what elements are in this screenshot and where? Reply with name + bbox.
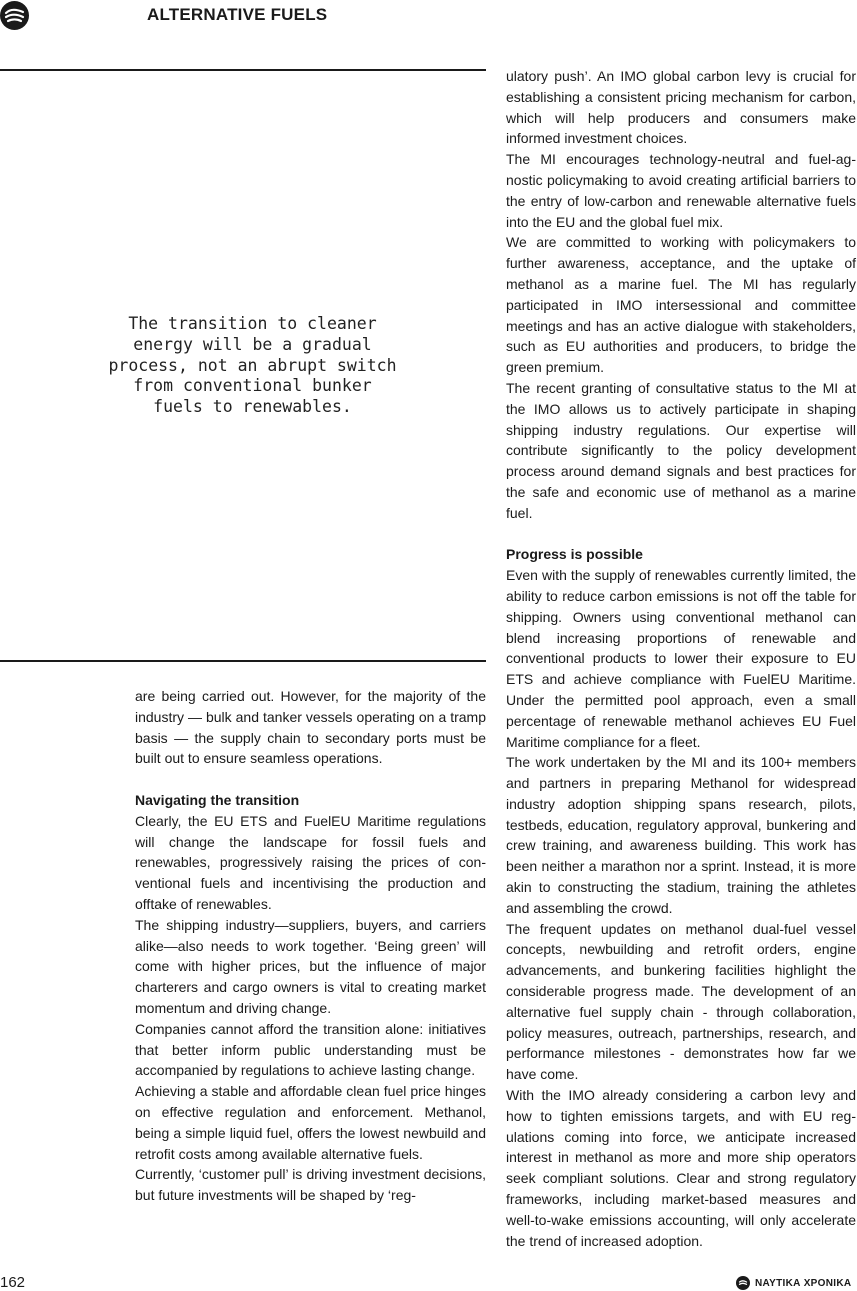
wave-logo-small-icon: [736, 1276, 750, 1290]
right-paragraph: The frequent updates on methanol dual-fuel vessel concepts, newbuilding and retrofit orders, engine advancements, and bunkering facilities highlight the considerable progress made. The development of an alternative fuel supply chain - through collaboration, policy measures, outreach, partnerships, research, and performance milestones - demonstrates how far we have come.: [506, 920, 856, 1083]
wave-logo-icon: [0, 1, 29, 30]
publication-logo: [736, 1275, 851, 1291]
right-paragraph: With the IMO already considering a carbon levy and how to tighten emissions targets, and with EU regulations coming into force, we anticipate increased interest in methanol as more and more ship operators seek compliant solutions. Clear and strong regulatory frameworks, including market-based measures and well-to-wake emissions accounting, will only accelerate the trend of increased adoption.: [506, 1087, 856, 1249]
right-paragraph: The MI encourages technology-neutral and fuel-agnostic policymaking to avoid creating artificial barriers to the entry of low-carbon and renewable alternative fuels into the EU and the global fuel mix.: [506, 151, 856, 230]
right-paragraph: Even with the supply of renewables currently limited, the ability to reduce carbon emissions is not off the table for shipping. Owners using conventional methanol can blend increasing proportions of renewable and conventional products to lower their exposure to EU ETS and achieve compliance with FuelEU Maritime. Under the permitted pool approach, even a small percentage of renewable methanol achieves EU Fuel Maritime compliance for a fleet.: [506, 567, 856, 750]
page-number: 162: [0, 1274, 26, 1291]
publication-name: ΝΑΥΤΙΚΑ ΧΡΟΝΙΚΑ: [755, 1277, 852, 1289]
quote-top-rule: [0, 69, 486, 71]
left-intro-paragraph: are being carried out. However, for the majority of the industry — bulk and tanker vessels operating on a tramp basis — the supply chain to secondary ports must be built out to ensure seamless operations.: [135, 688, 486, 767]
pull-quote: The transition to cleaner energy will be a gradual process, not an abrupt switch from conventional bunker fuels to renewables.: [108, 314, 397, 417]
right-paragraph: We are committed to working with policymakers to further awareness, acceptance, and the uptake of methanol as a marine fuel. The MI has regularly participated in IMO intersessional and committee meetings and has an active dialogue with stakeholders, such as EU authorities and producers, to bridge the green premium.: [506, 234, 856, 376]
left-paragraph: Companies cannot afford the transition alone: initiatives that better inform public understanding must be accompanied by regulations to achieve lasting change.: [135, 1020, 486, 1079]
left-paragraph: Achieving a stable and affordable clean fuel price hinges on effective regulation and enforcement. Methanol, being a simple liquid fuel, offers the lowest newbuild and retrofit costs among available alternative fuels.: [135, 1083, 486, 1162]
heading-progress-possible: Progress is possible: [506, 546, 643, 563]
right-paragraph: The work undertaken by the MI and its 100+ members and partners in preparing Methanol for widespread industry adoption shipping spans research, pilots, testbeds, education, regulatory approval, bunkering and crew training, and awareness building. This work has been neither a marathon nor a sprint. Instead, it is more akin to constructing the stadium, training the athletes and assembling the crowd.: [506, 754, 856, 916]
section-title: ALTERNATIVE FUELS: [147, 5, 328, 24]
right-paragraph: ulatory push’. An IMO global carbon levy is crucial for establishing a consistent pricing mechanism for carbon, which will help producers and consumers make informed investment choices.: [506, 68, 856, 147]
quote-bottom-rule: [0, 660, 486, 662]
right-column: [506, 66, 856, 1251]
left-paragraph: Currently, ‘customer pull’ is driving investment decisions, but future investments will be shaped by ‘reg-: [135, 1166, 486, 1204]
right-paragraph: The recent granting of consultative status to the MI at the IMO allows us to actively participate in shaping shipping industry regulations. Our expertise will contribute significantly to the policy development process around demand signals and best practices for the safe and economic use of methanol as a marine fuel.: [506, 379, 856, 521]
left-column: [135, 686, 486, 1206]
left-paragraph: Clearly, the EU ETS and FuelEU Maritime regulations will change the landscape for fossil fuels and renewables, progressively raising the prices of conventional fuels and incentivising the production and offtake of renewables.: [135, 812, 486, 912]
left-paragraph: The shipping industry—suppliers, buyers, and carriers alike—also needs to work together. ‘Being green’ will come with higher prices, but the influence of major charterers and cargo owners is vital to creating market momentum and driving change.: [135, 916, 486, 1016]
heading-navigating-transition: Navigating the transition: [135, 791, 300, 808]
